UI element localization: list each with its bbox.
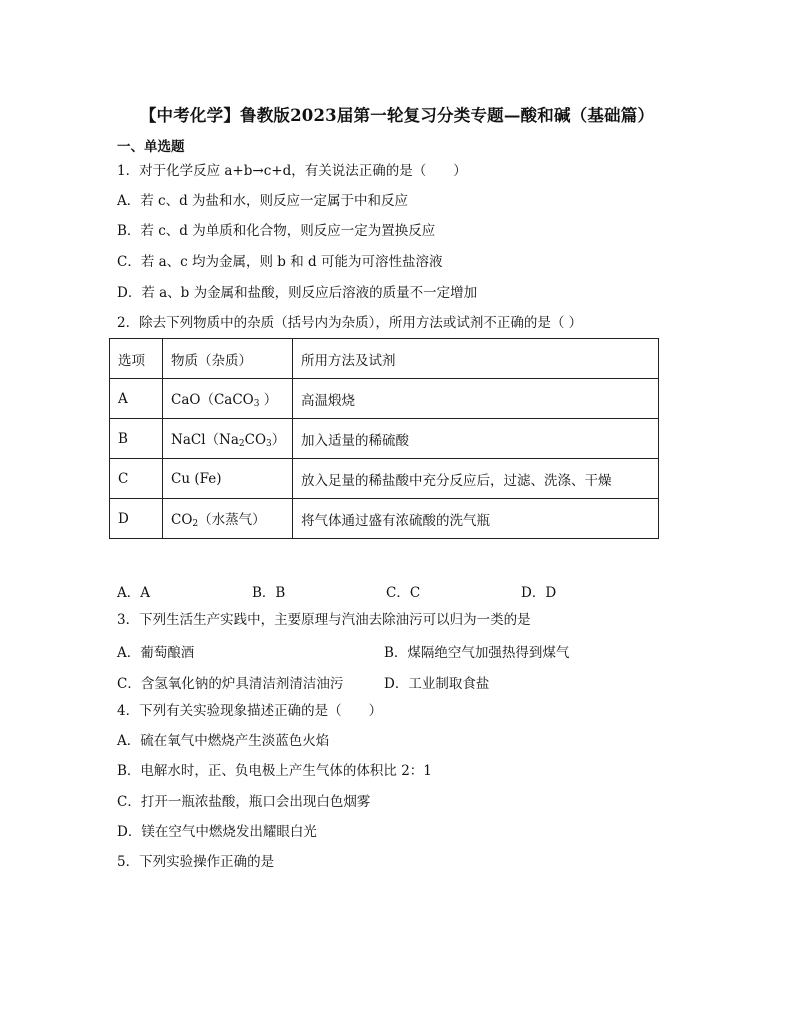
q1-option-a: A．若 c、d 为盐和水，则反应一定属于中和反应 — [117, 193, 409, 209]
q1-option-b: B．若 c、d 为单质和化合物，则反应一定为置换反应 — [117, 223, 436, 239]
table-header-method: 所用方法及试剂 — [293, 339, 659, 379]
row-option: B — [110, 419, 163, 459]
table-header-option: 选项 — [110, 339, 163, 379]
q4-option-c: C．打开一瓶浓盐酸，瓶口会出现白色烟雾 — [117, 794, 371, 810]
row-method: 放入足量的稀盐酸中充分反应后，过滤、洗涤、干燥 — [293, 459, 659, 499]
row-option: D — [110, 499, 163, 539]
q3-stem: 3．下列生活生产实践中，主要原理与汽油去除油污可以归为一类的是 — [117, 612, 531, 628]
table-header-row — [110, 339, 659, 379]
table-row — [110, 499, 659, 539]
table-row — [110, 419, 659, 459]
q2-option-a: A．A — [117, 585, 150, 601]
q1-option-c: C．若 a、c 均为金属，则 b 和 d 可能为可溶性盐溶液 — [117, 254, 443, 270]
q4-option-a: A．硫在氧气中燃烧产生淡蓝色火焰 — [117, 733, 330, 749]
q4-stem: 4．下列有关实验现象描述正确的是（ ） — [117, 703, 383, 719]
table-row — [110, 379, 659, 419]
q1-option-d: D．若 a、b 为金属和盐酸，则反应后溶液的质量不一定增加 — [117, 285, 478, 301]
row-substance: $NaCl(Na_2CO_3)$ — [163, 419, 293, 459]
q4-option-b: B．电解水时，正、负电极上产生气体的体积比 2：1 — [117, 763, 432, 779]
row-method: 加入适量的稀硫酸 — [293, 419, 659, 459]
q2-option-b: B．B — [252, 585, 286, 601]
table-row — [110, 459, 659, 499]
row-method: 高温煅烧 — [293, 379, 659, 419]
q3-option-c: C．含氢氧化钠的炉具清洁剂清洁油污 — [117, 676, 344, 692]
q3-option-a: A．葡萄酿酒 — [117, 645, 195, 661]
q2-option-d: D．D — [521, 585, 557, 601]
q3-option-d: D．工业制取食盐 — [384, 676, 490, 692]
q2-option-c: C．C — [386, 585, 421, 601]
row-method: 将气体通过盛有浓硫酸的洗气瓶 — [293, 499, 659, 539]
row-substance: Cu (Fe) — [163, 459, 293, 499]
row-substance: CaO（CaCO$_3$ ） — [163, 379, 293, 419]
row-option: C — [110, 459, 163, 499]
q1-stem: 1．对于化学反应 a+b→c+d，有关说法正确的是（ ） — [117, 163, 467, 179]
row-substance: $CO_2$（水蒸气） — [163, 499, 293, 539]
q2-stem: 2．除去下列物质中的杂质（括号内为杂质），所用方法或试剂不正确的是（ ） — [117, 315, 583, 331]
section-heading: 一、单选题 — [117, 139, 185, 155]
q4-option-d: D．镁在空气中燃烧发出耀眼白光 — [117, 824, 317, 840]
row-option: A — [110, 379, 163, 419]
q5-stem: 5．下列实验操作正确的是 — [117, 854, 275, 870]
q3-option-b: B．煤隔绝空气加强热得到煤气 — [384, 645, 570, 661]
q2-table — [109, 338, 659, 539]
document-title: 【中考化学】鲁教版2023届第一轮复习分类专题—酸和碱（基础篇） — [139, 106, 655, 125]
table-header-substance: 物质（杂质） — [163, 339, 293, 379]
